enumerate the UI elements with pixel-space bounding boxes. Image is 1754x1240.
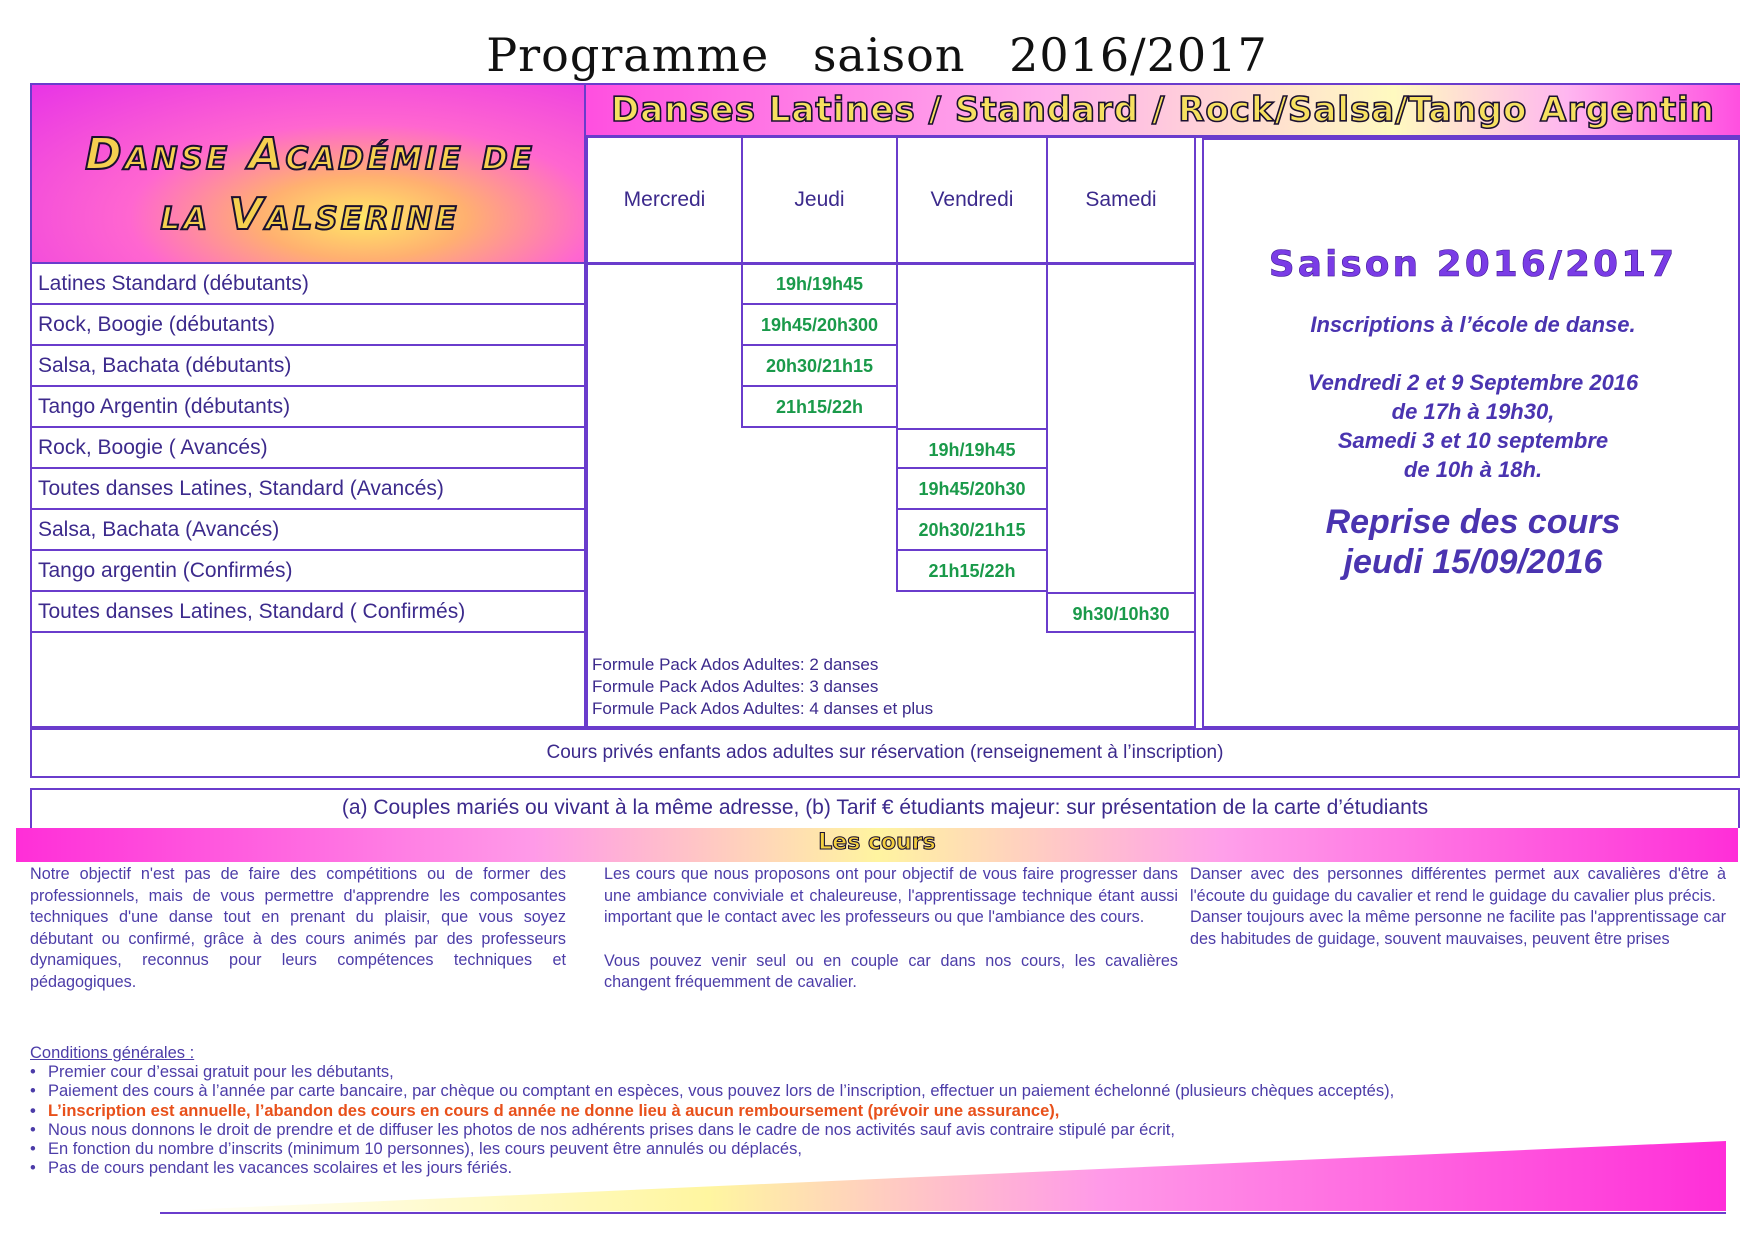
day-header-jeudi: [741, 138, 898, 264]
inscription-date-line: Vendredi 2 et 9 Septembre 2016: [1307, 370, 1639, 395]
reprise-line: jeudi 15/09/2016: [1343, 543, 1603, 581]
reprise-notice: [1204, 502, 1742, 582]
academy-logo: [30, 83, 586, 264]
conditions-title: Conditions générales :: [30, 1044, 195, 1062]
grid-line: [896, 264, 898, 428]
time-slot: 20h30/21h15: [896, 510, 1048, 551]
inscription-date-line: de 17h à 19h30,: [1391, 399, 1555, 424]
condition-item: • Nous nous donnons le droit de prendre et de diffuser les photos de nos adhérents prises dans le cadre de nos activités sauf avis contraire stipulé par écrit,: [30, 1121, 1730, 1140]
description-column-2: [604, 864, 1178, 994]
time-slot: 21h15/22h: [896, 551, 1048, 592]
private-lessons-row: Cours privés enfants ados adultes sur réservation (renseignement à l’inscription): [30, 728, 1740, 778]
time-slot: 19h45/20h30: [896, 469, 1048, 510]
inscription-dates: [1204, 368, 1742, 484]
condition-item: • En fonction du nombre d’inscrits (minimum 10 personnes), les cours peuvent être annulés ou déplacés,: [30, 1140, 1730, 1159]
dance-types-banner: [586, 83, 1740, 138]
course-row: Salsa, Bachata (débutants): [30, 346, 586, 387]
condition-item: • Pas de cours pendant les vacances scolaires et les jours fériés.: [30, 1159, 1730, 1178]
grid-line: [586, 264, 588, 728]
time-slot: 19h/19h45: [741, 264, 898, 305]
academy-name-line-1: Danse Académie de: [85, 129, 535, 180]
inscription-date-line: de 10h à 18h.: [1403, 457, 1543, 482]
course-row: Latines Standard (débutants): [30, 264, 586, 305]
time-slot: 9h30/10h30: [1046, 592, 1196, 633]
page-title: Programme saison 2016/2017: [486, 28, 1268, 82]
description-paragraph: Vous pouvez venir seul ou en couple car dans nos cours, les cavalières changent fréquemment de cavalier.: [604, 951, 1178, 991]
grid-line: [1194, 264, 1196, 728]
academy-name-line-2: la Valserine: [160, 189, 460, 240]
inscriptions-label: Inscriptions à l’école de danse.: [1310, 312, 1636, 337]
decorative-wedge: [0, 1135, 1754, 1235]
day-label: Jeudi: [794, 188, 845, 211]
day-label: Mercredi: [623, 188, 706, 211]
time-slot: 20h30/21h15: [741, 346, 898, 387]
day-header-vendredi: [896, 138, 1048, 264]
description-column-1: Notre objectif n'est pas de faire des compétitions ou de former des professionnels, mais de vous permettre d'apprendre les composantes techniques d'une danse tout en prenant du plaisir, que vous soyez débutant ou confirmé, grâce à des cours animés par des professeurs dynamiques, reconnus pour leurs compétences techniques et pédagogiques.: [30, 865, 566, 991]
time-slot: 21h15/22h: [741, 387, 898, 428]
course-row: Toutes danses Latines, Standard ( Confirmés): [30, 592, 586, 633]
les-cours-title: Les cours: [818, 830, 936, 855]
condition-item: • Paiement des cours à l’année par carte bancaire, par chèque ou comptant en espèces, vous pouvez lors de l’inscription, effectuer un paiement échelonné (plusieurs chèques acceptés),: [30, 1082, 1730, 1101]
course-row: Rock, Boogie ( Avancés): [30, 428, 586, 469]
empty-course-cell: [30, 633, 586, 728]
formule-item: Formule Pack Ados Adultes: 4 danses et plus: [592, 699, 934, 718]
time-slot: 19h/19h45: [896, 428, 1048, 469]
day-header-mercredi: [586, 138, 743, 264]
wedge-shape: [160, 1141, 1726, 1211]
course-row: Salsa, Bachata (Avancés): [30, 510, 586, 551]
formules-list: [592, 654, 933, 720]
description-paragraph: Danser avec des personnes différentes permet aux cavalières d'être à l'écoute du guidage du cavalier et rend le guidage du cavalier plus précis.: [1190, 865, 1726, 905]
course-row: Rock, Boogie (débutants): [30, 305, 586, 346]
course-row: Toutes danses Latines, Standard (Avancés): [30, 469, 586, 510]
inscription-date-line: Samedi 3 et 10 septembre: [1337, 428, 1609, 453]
day-label: Vendredi: [930, 188, 1014, 211]
description-paragraph: Les cours que nous proposons ont pour objectif de vous faire progresser dans une ambiance conviviale et chaleureuse, l'apprentissage technique étant aussi important que le contact avec les professeurs ou que l'ambiance des cours.: [604, 865, 1178, 926]
description-column-3: [1190, 864, 1726, 950]
formule-item: Formule Pack Ados Adultes: 2 danses: [592, 655, 879, 674]
reprise-line: Reprise des cours: [1325, 503, 1621, 541]
tarif-notes-row: (a) Couples mariés ou vivant à la même adresse, (b) Tarif € étudiants majeur: sur présentation de la carte d’étudiants: [30, 788, 1740, 828]
season-title: Saison 2016/2017: [1268, 244, 1678, 285]
description-paragraph: Danser toujours avec la même personne ne facilite pas l'apprentissage car des habitudes de guidage, souvent mauvaises, peuvent être prises: [1190, 908, 1726, 948]
condition-item: • Premier cour d’essai gratuit pour les débutants,: [30, 1063, 1730, 1082]
les-cours-banner: [16, 828, 1738, 862]
dance-types-label: Danses Latines / Standard / Rock/Salsa/Tango Argentin: [611, 90, 1715, 130]
course-row: Tango argentin (Confirmés): [30, 551, 586, 592]
formule-item: Formule Pack Ados Adultes: 3 danses: [592, 677, 879, 696]
day-header-samedi: [1046, 138, 1196, 264]
academy-name: [32, 125, 588, 245]
course-row: Tango Argentin (débutants): [30, 387, 586, 428]
time-slot: 19h45/20h300: [741, 305, 898, 346]
day-label: Samedi: [1085, 188, 1157, 211]
condition-item-warning: • L’inscription est annuelle, l’abandon des cours en cours d année ne donne lieu à aucun remboursement (prévoir une assurance),: [30, 1102, 1730, 1121]
season-info-panel: [1202, 138, 1740, 728]
